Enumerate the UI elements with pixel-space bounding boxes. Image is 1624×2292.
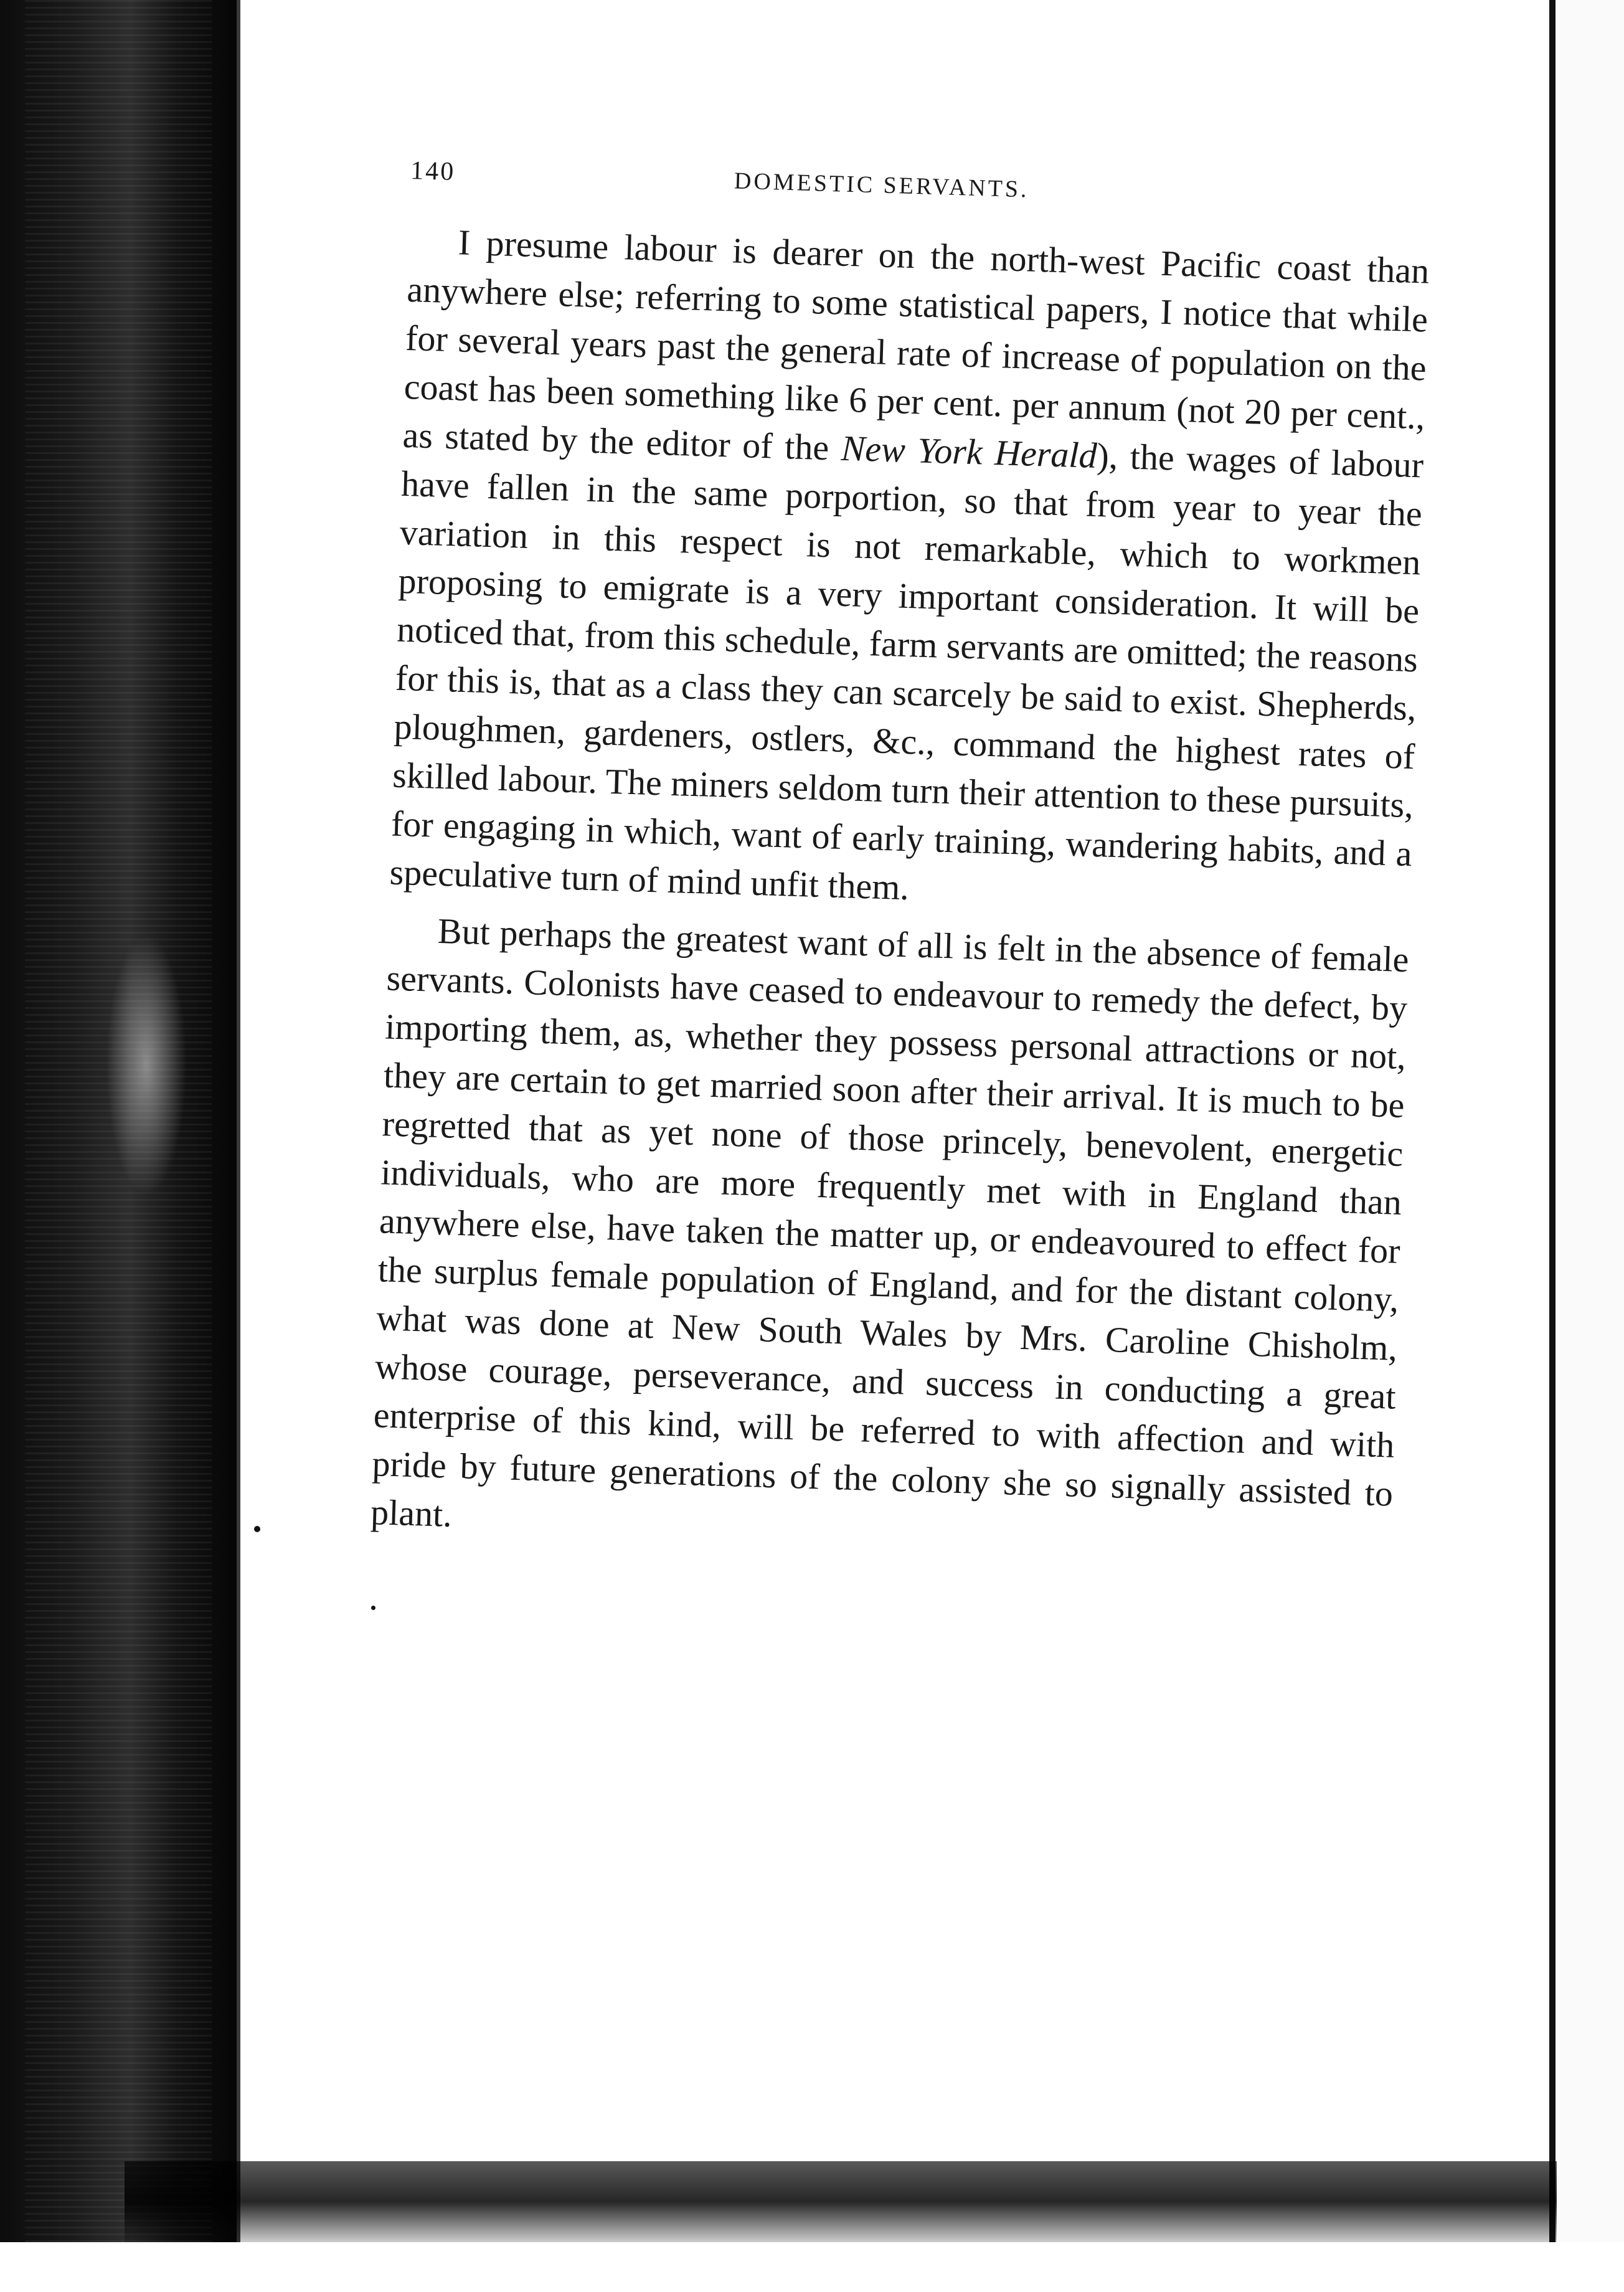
page-left-edge (237, 0, 240, 2292)
ink-speck (254, 1526, 260, 1532)
ink-speck (371, 1606, 375, 1610)
paragraph-text: ), the wages of labour have fallen in the same porportion, so that from year to year the variation in this respect is not remarkable, which to workmen proposing to emigrate is a very important consideration. It will be noticed that, from this schedule, farm servants are omitted; the reasons for this is, that as a class they can scarcely be said to exist. Shepherds, ploughmen, gardeners, ostlers, &c., command the highest rates of skilled labour. The miners seldom turn their attention to these pursuits, for engaging in which, want of early training, wandering habits, and a speculative turn of mind unfit them. (389, 435, 1424, 908)
running-head (410, 156, 1432, 216)
binding-glare (106, 934, 187, 1196)
paragraph (370, 905, 1409, 1566)
page-number: 140 (410, 156, 456, 187)
page-bottom-margin (0, 2242, 1624, 2292)
paragraph-text: But perhaps the greatest want of all is felt in the absence of female servants. Colonists have ceased to endeavour to remedy the defect, by importing them, as, whether they possess personal attractions or not, they are certain to get married soon after their arrival. It is much to be regretted that as yet none of those princely, benevolent, energetic individuals, who are more frequently met with in England than anywhere else, have taken the matter up, or endeavoured to effect for the surplus female population of England, and for the distant colony, what was done at New South Wales by Mrs. Caroline Chisholm, whose courage, perseverance, and success in conducting a great enterprise of this kind, will be referred to with affection and with pride by future generations of the colony she so signally assisted to plant. (370, 910, 1410, 1535)
facing-page-edge (1549, 0, 1556, 2292)
page-bottom-shadow (125, 2161, 1557, 2242)
paragraph (389, 217, 1430, 927)
paragraph-text: I presume labour is dearer on the north-west Pacific coast than anywhere else; referring to some statistical papers, I notice that while for several years past the general rate of increase of population on the coast has been something like 6 per cent. per annum (not 20 per cent., as stated by the editor of the (402, 222, 1430, 468)
newspaper-title: New York Herald (840, 427, 1098, 476)
page-text-block (370, 156, 1432, 1567)
facing-page (1556, 0, 1624, 2292)
running-head-title: DOMESTIC SERVANTS. (734, 168, 1030, 203)
